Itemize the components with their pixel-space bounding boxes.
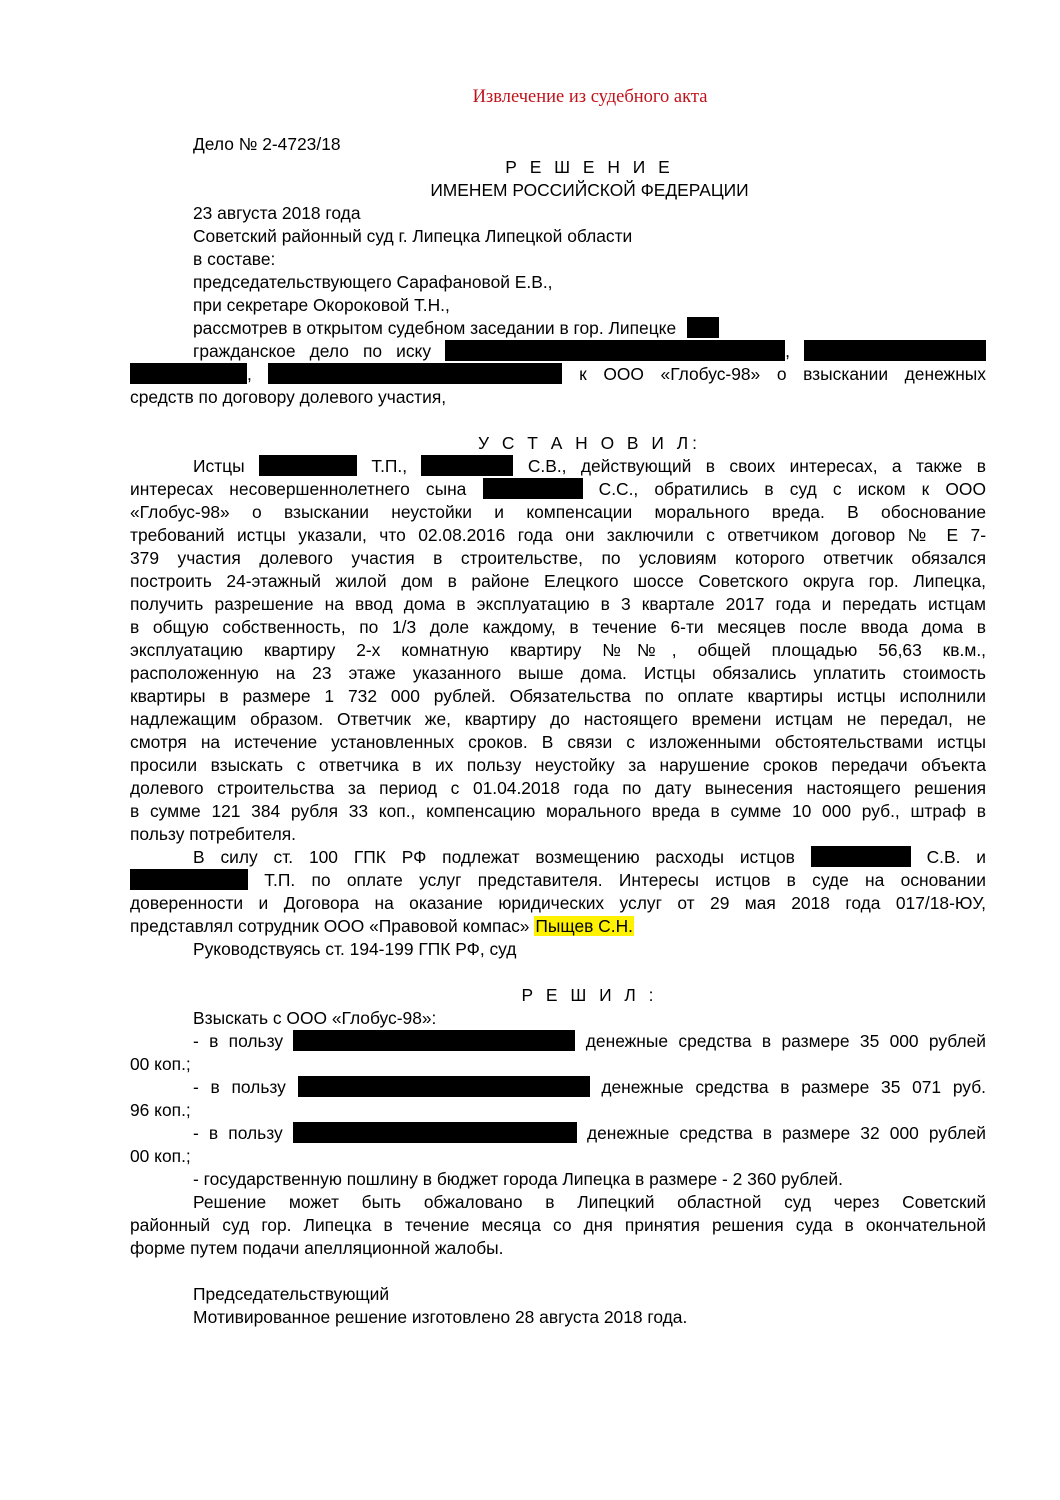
case-number: Дело № 2-4723/18: [193, 134, 341, 154]
est-line-7: получить разрешение на ввод дома в эксплуатацию в 3 квартале 2017 года и передать истцам: [130, 594, 986, 614]
costs-line-2: Т.П. по оплате услуг представителя. Интересы истцов в суде на основании: [130, 869, 986, 892]
redaction: [268, 363, 562, 384]
ruling-item-2: - в пользу денежные средства в размере 35 071 руб.: [193, 1077, 986, 1097]
costs-line-4: представлял сотрудник ООО «Правовой компас» Пыщев С.Н.: [130, 916, 633, 936]
case-line-2: , к ООО «Глобус-98» о взыскании денежных: [130, 363, 986, 386]
est-line-14: просили взыскать с ответчика в их пользу неустойку за нарушение сроков передачи объекта: [130, 755, 986, 775]
secretary: при секретаре Окороковой Т.Н.,: [193, 295, 450, 315]
ruling-item-2-cont: 96 коп.;: [130, 1100, 191, 1120]
costs-line-3: доверенности и Договора на оказание юридических услуг от 29 мая 2018 года 017/18-ЮУ,: [130, 893, 986, 913]
decision-date: 23 августа 2018 года: [193, 203, 361, 223]
redaction: [687, 317, 719, 338]
redaction: [804, 340, 986, 361]
est-line-12: надлежащим образом. Ответчик же, квартиру до настоящего времени истцам не передал, не: [130, 709, 986, 729]
est-line-6: построить 24-этажный жилой дом в районе Елецкого шоссе Советского округа гор. Липецка,: [130, 571, 986, 591]
extract-title: Извлечение из судебного акта: [472, 87, 708, 107]
redaction: [293, 1030, 575, 1051]
est-line-16: в сумме 121 384 рубля 33 коп., компенсацию морального вреда в сумме 10 000 руб., штраф в: [130, 801, 986, 821]
redaction: [483, 478, 583, 499]
highlighted-representative: Пыщев С.Н.: [535, 916, 633, 936]
case-line-3: средств по договору долевого участия,: [130, 387, 447, 407]
est-line-15: долевого строительства за период с 01.04.2018 года по дату вынесения настоящего решения: [130, 778, 986, 798]
redaction: [421, 455, 513, 476]
ruling-item-4: - государственную пошлину в бюджет города Липецка в размере - 2 360 рублей.: [193, 1169, 843, 1189]
redaction: [298, 1076, 590, 1097]
ruling-item-1-cont: 00 коп.;: [130, 1054, 191, 1074]
est-line-1: Истцы Т.П., С.В., действующий в своих интересах, а также в: [193, 456, 986, 476]
case-line-1: гражданское дело по иску ,: [193, 340, 986, 363]
est-line-11: квартиры в размере 1 732 000 рублей. Обязательства по оплате квартиры истцы исполнили: [130, 686, 986, 706]
est-line-10: расположенную на 23 этаже указанного выше дома. Истцы обязались уплатить стоимость: [130, 663, 986, 683]
redaction: [811, 846, 911, 867]
est-line-5: 379 участия долевого участия в строительстве, по условиям которого ответчик обязался: [130, 548, 986, 568]
in-name-of: ИМЕНЕМ РОССИЙСКОЙ ФЕДЕРАЦИИ: [430, 180, 749, 200]
costs-line-1: В силу ст. 100 ГПК РФ подлежат возмещению расходы истцов С.В. и: [193, 847, 986, 867]
motivated-decision-note: Мотивированное решение изготовлено 28 августа 2018 года.: [193, 1307, 688, 1327]
redaction: [130, 363, 247, 384]
est-line-9: эксплуатацию квартиру 2-х комнатную квартиру №№, общей площадью 56,63 кв.м.,: [130, 640, 986, 660]
court-name: Советский районный суд г. Липецка Липецкой области: [193, 226, 633, 246]
appeal-line-2: районный суд гор. Липецка в течение месяца со дня принятия решения суда в окончательной: [130, 1215, 986, 1235]
presiding-judge: председательствующего Сарафановой Е.В.,: [193, 272, 553, 292]
presiding-signature: Председательствующий: [193, 1284, 390, 1304]
est-line-4: требований истцы указали, что 02.08.2016 года они заключили с ответчиком договор № Е 7-: [130, 525, 986, 545]
est-line-2: интересах несовершеннолетнего сына С.С., обратились в суд с иском к ООО: [130, 479, 986, 499]
established-heading: У С Т А Н О В И Л:: [478, 433, 701, 453]
est-line-13: смотря на истечение установленных сроков. В связи с изложенными обстоятельствами истцы: [130, 732, 986, 752]
est-line-3: «Глобус-98» о взыскании неустойки и компенсации морального вреда. В обоснование: [130, 502, 986, 522]
redaction: [445, 340, 785, 361]
appeal-line-1: Решение может быть обжаловано в Липецкий областной суд через Советский: [193, 1192, 986, 1212]
est-line-8: в общую собственность, по 1/3 доле каждому, в течение 6-ти месяцев после ввода дома в: [130, 617, 986, 637]
ruling-item-3: - в пользу денежные средства в размере 32 000 рублей: [193, 1123, 986, 1143]
composition: в составе:: [193, 249, 276, 269]
hearing-line: рассмотрев в открытом судебном заседании в гор. Липецке: [193, 317, 986, 340]
redaction: [259, 455, 357, 476]
decision-title: Р Е Ш Е Н И Е: [505, 157, 674, 177]
ruling-heading: Р Е Ш И Л :: [521, 985, 658, 1005]
est-line-17: пользу потребителя.: [130, 824, 296, 844]
guided-by: Руководствуясь ст. 194-199 ГПК РФ, суд: [193, 939, 517, 959]
redaction: [293, 1122, 577, 1143]
ruling-intro: Взыскать с ООО «Глобус-98»:: [193, 1008, 437, 1028]
redaction: [130, 869, 248, 890]
appeal-line-3: форме путем подачи апелляционной жалобы.: [130, 1238, 504, 1258]
ruling-item-3-cont: 00 коп.;: [130, 1146, 191, 1166]
ruling-item-1: - в пользу денежные средства в размере 35 000 рублей: [193, 1031, 986, 1051]
